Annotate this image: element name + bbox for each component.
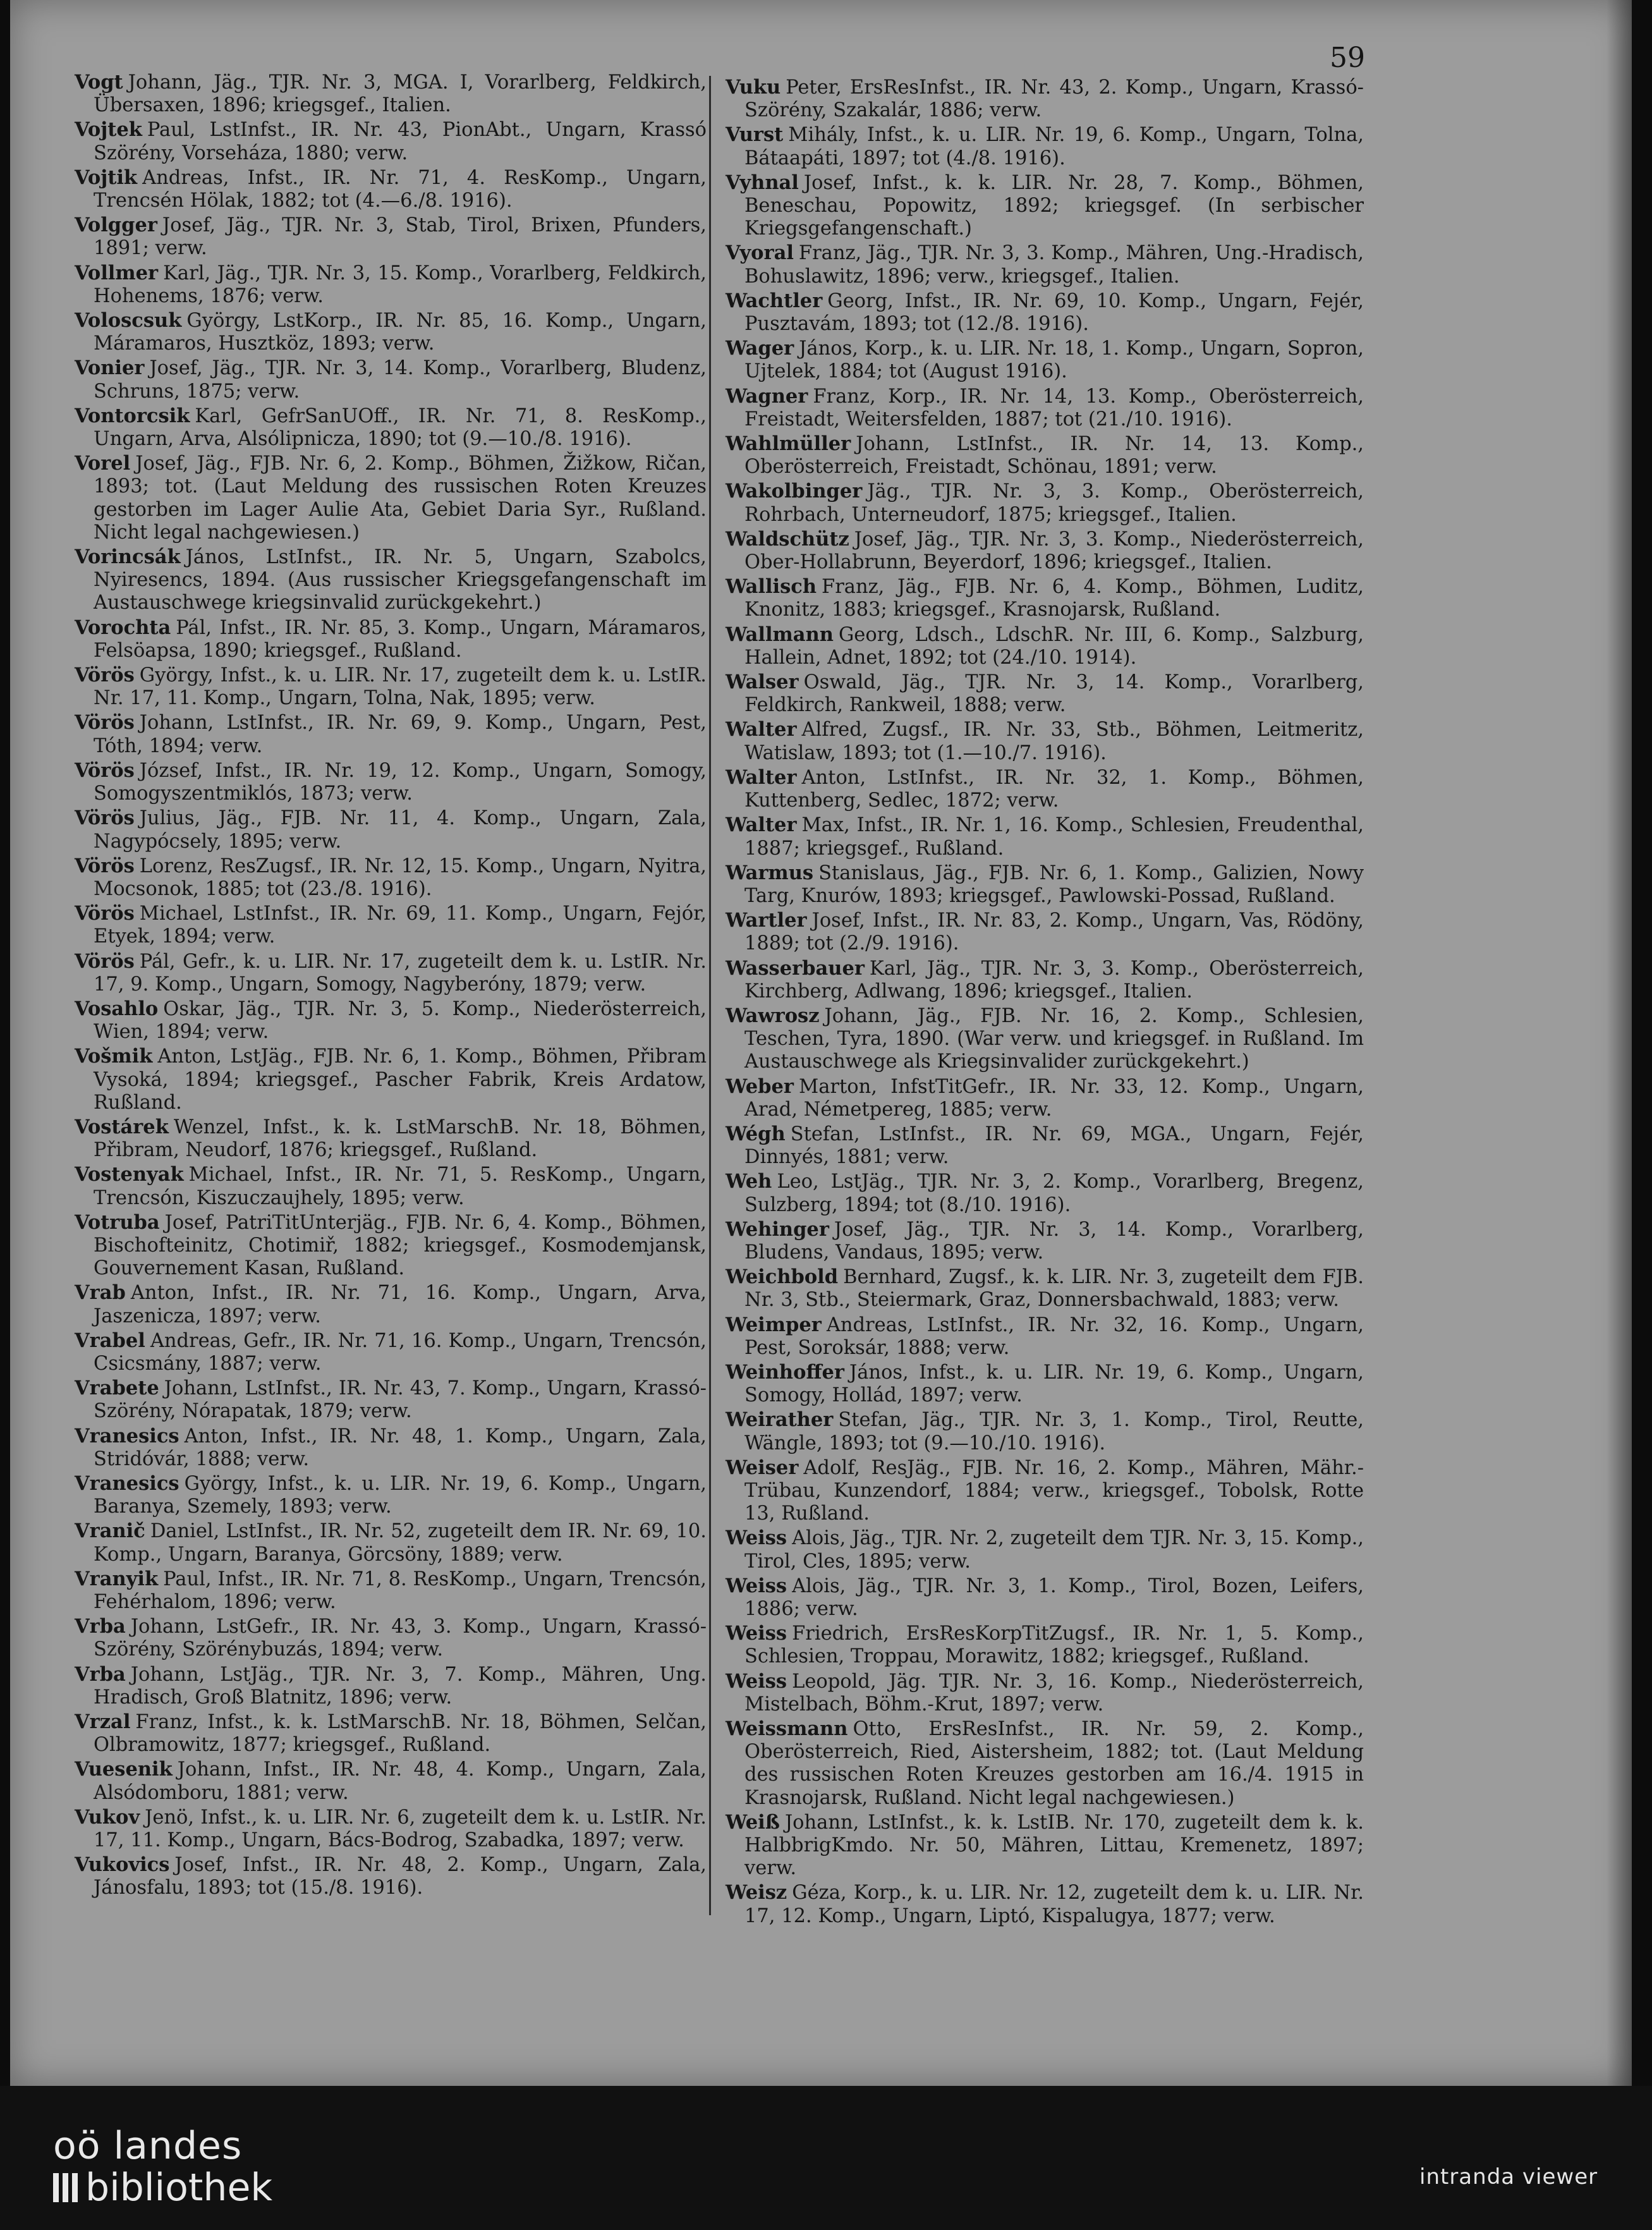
- register-entry: [75, 711, 707, 757]
- entry-surname: Vošmik: [75, 1045, 153, 1068]
- register-entry: [726, 1526, 1364, 1573]
- entry-details: Karl, GefrSanUOff., IR. Nr. 71, 8. ResKomp., Ungarn, Arva, Alsólipnicza, 1890; tot (9.—10./8. 1916).: [94, 405, 707, 451]
- entry-surname: Vukovics: [75, 1853, 170, 1877]
- register-entry: [726, 1575, 1364, 1621]
- register-entry: [75, 1568, 707, 1614]
- entry-details: Anton, Infst., IR. Nr. 48, 1. Komp., Ungarn, Zala, Stridóvár, 1888; verw.: [94, 1425, 707, 1470]
- register-entry: [75, 1758, 707, 1804]
- register-entry: [726, 1004, 1364, 1074]
- entry-surname: Vrzal: [75, 1710, 131, 1734]
- register-entry: [726, 1881, 1364, 1927]
- register-entry: [75, 1211, 707, 1281]
- entry-details: Andreas, LstInfst., IR. Nr. 32, 16. Komp., Ungarn, Pest, Soroksár, 1888; verw.: [744, 1313, 1364, 1359]
- entry-surname: Vranesics: [75, 1424, 179, 1447]
- entry-surname: Weber: [726, 1075, 794, 1098]
- register-entry: [726, 718, 1364, 764]
- entry-surname: Weiss: [726, 1574, 787, 1597]
- entry-details: Otto, ErsResInfst., IR. Nr. 59, 2. Komp., Oberösterreich, Ried, Aistersheim, 1882; tot. (Laut Meldung des russischen Roten Kreuzes gestorben am 16./4. 1915 in Krasnojarsk, Rußland. Nicht legal nachgewiesen.): [744, 1718, 1364, 1809]
- register-entry: [75, 1615, 707, 1661]
- entry-details: János, Korp., k. u. LIR. Nr. 18, 1. Komp., Ungarn, Sopron, Ujtelek, 1884; tot (August 1916).: [744, 338, 1364, 383]
- entry-surname: Weirather: [726, 1408, 834, 1432]
- register-entry: [75, 1329, 707, 1375]
- entry-details: Mihály, Infst., k. u. LIR. Nr. 19, 6. Komp., Ungarn, Tolna, Bátaapáti, 1897; tot (4./8. 1916).: [744, 124, 1364, 169]
- register-entry: [75, 356, 707, 403]
- entry-details: Wenzel, Infst., k. k. LstMarschB. Nr. 18, Böhmen, Přibram, Neudorf, 1876; kriegsgef., Rußland.: [94, 1116, 707, 1162]
- entry-details: Andreas, Gefr., IR. Nr. 71, 16. Komp., Ungarn, Trencsón, Csicsmány, 1887; verw.: [94, 1329, 707, 1375]
- register-entry: [75, 545, 707, 615]
- entry-surname: Wakolbinger: [726, 480, 863, 503]
- entry-surname: Weiß: [726, 1810, 780, 1834]
- register-entry: [75, 1163, 707, 1209]
- entry-details: Jäg., TJR. Nr. 3, 3. Komp., Oberösterreich, Rohrbach, Unterneudorf, 1875; kriegsgef., Italien.: [744, 480, 1364, 526]
- entry-surname: Vostenyak: [75, 1163, 184, 1186]
- entry-surname: Vosahlo: [75, 997, 159, 1020]
- entry-details: Josef, Infst., IR. Nr. 48, 2. Komp., Ungarn, Zala, Jánosfalu, 1893; tot (15./8. 1916).: [94, 1854, 707, 1899]
- entry-surname: Weimper: [726, 1313, 822, 1336]
- register-entry: [75, 1710, 707, 1757]
- entry-surname: Vörös: [75, 664, 135, 687]
- register-entry: [75, 1425, 707, 1471]
- register-entry: [726, 528, 1364, 574]
- register-entry: [726, 1361, 1364, 1407]
- register-entry: [726, 1408, 1364, 1454]
- register-entry: [726, 289, 1364, 336]
- entry-surname: Vörös: [75, 807, 135, 830]
- entry-details: Bernhard, Zugsf., k. k. LIR. Nr. 3, zugeteilt dem FJB. Nr. 3, Stb., Steiermark, Graz, Donnersbachwald, 1883; verw.: [744, 1266, 1364, 1312]
- entry-details: Stefan, Jäg., TJR. Nr. 3, 1. Komp., Tirol, Reutte, Wängle, 1893; tot (9.—10./10. 1916).: [744, 1409, 1364, 1454]
- entry-surname: Vörös: [75, 902, 135, 925]
- entry-surname: Vörös: [75, 854, 135, 877]
- entry-surname: Walser: [726, 671, 799, 694]
- three-bars-icon: [53, 2173, 78, 2202]
- entry-surname: Vorincsák: [75, 545, 181, 569]
- entry-details: Pál, Gefr., k. u. LIR. Nr. 17, zugeteilt dem k. u. LstIR. Nr. 17, 9. Komp., Ungarn, Somogy, Nagyberóny, 1879; verw.: [94, 950, 707, 996]
- entry-surname: Vranič: [75, 1520, 145, 1543]
- entry-surname: Vrab: [75, 1281, 126, 1305]
- register-entry: [726, 1670, 1364, 1716]
- entry-details: Michael, Infst., IR. Nr. 71, 5. ResKomp., Ungarn, Trencsón, Kiszuczaujhely, 1895; verw.: [94, 1164, 707, 1209]
- entry-surname: Vörös: [75, 711, 135, 734]
- entry-details: Johann, Jäg., FJB. Nr. 16, 2. Komp., Schlesien, Teschen, Tyra, 1890. (War verw. und kriegsgef. in Rußland. Im Austauschwege als Kriegsinvalider zurückgekehrt.): [744, 1004, 1364, 1073]
- entry-details: Géza, Korp., k. u. LIR. Nr. 12, zugeteilt dem k. u. LIR. Nr. 17, 12. Komp., Ungarn, Liptó, Kispalugya, 1877; verw.: [744, 1882, 1364, 1927]
- entry-surname: Vranyik: [75, 1567, 159, 1590]
- entry-surname: Volgger: [75, 214, 157, 237]
- entry-surname: Weinhoffer: [726, 1360, 844, 1384]
- register-entry: [75, 452, 707, 544]
- entry-surname: Vörös: [75, 759, 135, 782]
- entry-surname: Wégh: [726, 1122, 786, 1145]
- register-entry: [726, 1456, 1364, 1526]
- register-entry: [75, 997, 707, 1044]
- register-entry: [726, 575, 1364, 621]
- entry-surname: Vostárek: [75, 1115, 169, 1138]
- viewer-label: intranda viewer: [1419, 2164, 1598, 2190]
- register-entry: [75, 166, 707, 212]
- entry-details: Alois, Jäg., TJR. Nr. 2, zugeteilt dem TJR. Nr. 3, 15. Komp., Tirol, Cles, 1895; verw.: [744, 1527, 1364, 1573]
- register-entry: [726, 909, 1364, 955]
- entry-details: Franz, Korp., IR. Nr. 14, 13. Komp., Oberösterreich, Freistadt, Weitersfelden, 1887; tot (21./10. 1916).: [744, 385, 1364, 430]
- register-entry: [75, 1806, 707, 1852]
- entry-surname: Vuesenik: [75, 1758, 173, 1781]
- entry-surname: Vollmer: [75, 261, 159, 284]
- register-entry: [75, 71, 707, 117]
- entry-details: Lorenz, ResZugsf., IR. Nr. 12, 15. Komp., Ungarn, Nyitra, Mocsonok, 1885; tot (23./8. 1916).: [94, 855, 707, 900]
- entry-surname: Wawrosz: [726, 1004, 820, 1027]
- entry-surname: Vrba: [75, 1615, 126, 1638]
- register-entry: [726, 123, 1364, 169]
- entry-details: Franz, Jäg., TJR. Nr. 3, 3. Komp., Mähren, Ung.-Hradisch, Bohuslawitz, 1896; verw., kriegsgef., Italien.: [744, 242, 1364, 288]
- entry-details: György, Infst., k. u. LIR. Nr. 19, 6. Komp., Ungarn, Baranya, Szemely, 1893; verw.: [94, 1472, 707, 1518]
- entry-details: Georg, Ldsch., LdschR. Nr. III, 6. Komp., Salzburg, Hallein, Adnet, 1892; tot (24./10. 1914).: [744, 623, 1364, 669]
- entry-details: József, Infst., IR. Nr. 19, 12. Komp., Ungarn, Somogy, Somogyszentmiklós, 1873; verw.: [94, 759, 707, 805]
- entry-surname: Vonier: [75, 356, 145, 380]
- entry-surname: Wasserbauer: [726, 956, 865, 980]
- entry-surname: Weh: [726, 1170, 772, 1193]
- register-entry: [726, 671, 1364, 717]
- register-entry: [75, 214, 707, 260]
- entry-details: Johann, LstInfst., IR. Nr. 14, 13. Komp., Oberösterreich, Freistadt, Schönau, 1891; verw.: [744, 433, 1364, 478]
- entry-surname: Weissmann: [726, 1717, 848, 1741]
- entry-surname: Weiser: [726, 1456, 799, 1479]
- entry-surname: Walter: [726, 813, 797, 837]
- entry-details: Oskar, Jäg., TJR. Nr. 3, 5. Komp., Niederösterreich, Wien, 1894; verw.: [94, 997, 707, 1044]
- register-entry: [726, 1075, 1364, 1121]
- register-entry: [75, 1377, 707, 1423]
- entry-details: Johann, LstGefr., IR. Nr. 43, 3. Komp., Ungarn, Krassó-Szörény, Szörénybuzás, 1894; verw.: [94, 1616, 707, 1661]
- entry-details: János, LstInfst., IR. Nr. 5, Ungarn, Szabolcs, Nyiresencs, 1894. (Aus russischer Kriegsgefangenschaft im Austauschwege kriegsinvalid zurückgekehrt.): [94, 546, 707, 614]
- register-entry: [726, 1265, 1364, 1312]
- entry-surname: Vurst: [726, 123, 784, 147]
- entry-surname: Vontorcsik: [75, 404, 190, 427]
- entry-details: Josef, Jäg., TJR. Nr. 3, 14. Komp., Vorarlberg, Bludenz, Schruns, 1875; verw.: [94, 357, 707, 403]
- entry-details: Johann, LstJäg., TJR. Nr. 3, 7. Komp., Mähren, Ung. Hradisch, Groß Blatnitz, 1896; verw.: [94, 1663, 707, 1709]
- register-entry: [726, 171, 1364, 241]
- logo-line-1: oö landes: [53, 2124, 243, 2168]
- register-entry: [75, 118, 707, 164]
- entry-surname: Vuku: [726, 76, 781, 99]
- entry-details: Anton, LstJäg., FJB. Nr. 6, 1. Komp., Böhmen, Přibram Vysoká, 1894; kriegsgef., Pascher Fabrik, Kreis Ardatow, Rußland.: [94, 1045, 707, 1114]
- entry-details: Karl, Jäg., TJR. Nr. 3, 15. Komp., Vorarlberg, Feldkirch, Hohenems, 1876; verw.: [94, 262, 707, 307]
- entry-details: Alfred, Zugsf., IR. Nr. 33, Stb., Böhmen, Leitmeritz, Watislaw, 1893; tot (1.—10./7. 1916).: [744, 719, 1364, 764]
- entry-details: Josef, Jäg., FJB. Nr. 6, 2. Komp., Böhmen, Žižkow, Ričan, 1893; tot. (Laut Meldung des russischen Roten Kreuzes gestorben im Lager Aulie Ata, Gebiet Daria Syr., Rußland. Nicht legal nachgewiesen.): [94, 453, 707, 544]
- register-entry: [726, 1218, 1364, 1264]
- register-entry: [726, 1123, 1364, 1169]
- entry-surname: Vörös: [75, 949, 135, 973]
- register-entry: [75, 1663, 707, 1709]
- entry-details: Jenö, Infst., k. u. LIR. Nr. 6, zugeteilt dem k. u. LstIR. Nr. 17, 11. Komp., Ungarn, Bács-Bodrog, Szabadka, 1897; verw.: [94, 1806, 707, 1852]
- entry-details: Oswald, Jäg., TJR. Nr. 3, 14. Komp., Vorarlberg, Feldkirch, Rankweil, 1888; verw.: [744, 671, 1364, 717]
- entry-surname: Votruba: [75, 1210, 160, 1234]
- entry-details: Alois, Jäg., TJR. Nr. 3, 1. Komp., Tirol, Bozen, Leifers, 1886; verw.: [744, 1575, 1364, 1620]
- entry-details: Josef, Infst., IR. Nr. 83, 2. Komp., Ungarn, Vas, Rödöny, 1889; tot (2./9. 1916).: [744, 910, 1364, 955]
- register-entry: [75, 309, 707, 355]
- entry-details: Marton, InfstTitGefr., IR. Nr. 33, 12. Komp., Ungarn, Arad, Németpereg, 1885; verw.: [744, 1075, 1364, 1121]
- entry-details: Franz, Infst., k. k. LstMarschB. Nr. 18, Böhmen, Selčan, Olbramowitz, 1877; kriegsgef., Rußland.: [94, 1711, 707, 1757]
- entry-surname: Wallisch: [726, 575, 817, 599]
- entry-details: Daniel, LstInfst., IR. Nr. 52, zugeteilt dem IR. Nr. 69, 10. Komp., Ungarn, Baranya, Görcsöny, 1889; verw.: [94, 1520, 707, 1566]
- register-entry: [726, 1622, 1364, 1668]
- entry-details: Leo, LstJäg., TJR. Nr. 3, 2. Komp., Vorarlberg, Bregenz, Sulzberg, 1894; tot (8./10. 1916).: [744, 1171, 1364, 1216]
- entry-surname: Weiss: [726, 1526, 787, 1550]
- register-entry: [75, 807, 707, 853]
- register-entry: [75, 616, 707, 662]
- entry-details: Paul, Infst., IR. Nr. 71, 8. ResKomp., Ungarn, Trencsón, Fehérhalom, 1896; verw.: [94, 1568, 707, 1613]
- entry-surname: Vrabel: [75, 1329, 145, 1352]
- entry-details: Johann, LstInfst., k. k. LstIB. Nr. 170, zugeteilt dem k. k. HalbbrigKmdo. Nr. 50, Mähren, Littau, Kremenetz, 1897; verw.: [744, 1811, 1364, 1880]
- entry-surname: Vorochta: [75, 616, 171, 639]
- entry-surname: Weisz: [726, 1881, 787, 1904]
- entry-surname: Wahlmüller: [726, 432, 851, 456]
- entry-surname: Wagner: [726, 384, 808, 408]
- entry-details: Paul, LstInfst., IR. Nr. 43, PionAbt., Ungarn, Krassó Szörény, Vorseháza, 1880; verw.: [94, 119, 707, 164]
- register-entry: [726, 1170, 1364, 1216]
- entry-details: Leopold, Jäg. TJR. Nr. 3, 16. Komp., Niederösterreich, Mistelbach, Böhm.-Krut, 1897; verw.: [744, 1670, 1364, 1715]
- column-divider: [709, 76, 711, 1915]
- register-entry: [726, 241, 1364, 288]
- entry-details: Stefan, LstInfst., IR. Nr. 69, MGA., Ungarn, Fejér, Dinnyés, 1881; verw.: [744, 1123, 1364, 1169]
- entry-surname: Wallmann: [726, 623, 834, 646]
- register-entry: [726, 623, 1364, 669]
- entry-details: János, Infst., k. u. LIR. Nr. 19, 6. Komp., Ungarn, Somogy, Hollád, 1897; verw.: [744, 1361, 1364, 1407]
- entry-surname: Weiss: [726, 1622, 787, 1645]
- register-entry: [726, 862, 1364, 908]
- register-entry: [75, 664, 707, 710]
- logo-line-2-row: [53, 2167, 272, 2209]
- entry-details: Anton, Infst., IR. Nr. 71, 16. Komp., Ungarn, Arva, Jaszenicza, 1897; verw.: [94, 1282, 707, 1327]
- register-entry: [75, 405, 707, 451]
- register-entry: [75, 759, 707, 805]
- entry-details: Johann, Jäg., TJR. Nr. 3, MGA. I, Vorarlberg, Feldkirch, Übersaxen, 1896; kriegsgef., Italien.: [94, 71, 707, 117]
- entry-surname: Weichbold: [726, 1265, 839, 1289]
- entry-surname: Wehinger: [726, 1217, 829, 1241]
- entry-surname: Vyoral: [726, 241, 794, 265]
- register-entry: [75, 902, 707, 948]
- entry-details: Josef, Jäg., TJR. Nr. 3, 3. Komp., Niederösterreich, Ober-Hollabrunn, Beyerdorf, 1896; kriegsgef., Italien.: [744, 528, 1364, 574]
- entry-details: Anton, LstInfst., IR. Nr. 32, 1. Komp., Böhmen, Kuttenberg, Sedlec, 1872; verw.: [744, 766, 1364, 812]
- entry-details: Franz, Jäg., FJB. Nr. 6, 4. Komp., Böhmen, Luditz, Knonitz, 1883; kriegsgef., Krasnojarsk, Rußland.: [744, 576, 1364, 621]
- register-entry: [75, 1472, 707, 1518]
- entry-details: Johann, LstInfst., IR. Nr. 43, 7. Komp., Ungarn, Krassó-Szörény, Nórapatak, 1879; verw.: [94, 1377, 707, 1423]
- register-entry: [75, 1045, 707, 1114]
- entry-surname: Vrabete: [75, 1377, 159, 1400]
- entry-details: György, Infst., k. u. LIR. Nr. 17, zugeteilt dem k. u. LstIR. Nr. 17, 11. Komp., Ungarn, Tolna, Nak, 1895; verw.: [94, 664, 707, 710]
- register-entry: [726, 337, 1364, 383]
- entry-surname: Vukov: [75, 1805, 140, 1829]
- register-entry: [75, 855, 707, 901]
- right-column: [726, 76, 1364, 1929]
- register-entry: [726, 1313, 1364, 1360]
- entry-details: Pál, Infst., IR. Nr. 85, 3. Komp., Ungarn, Máramaros, Felsöapsa, 1890; kriegsgef., Rußland.: [94, 616, 707, 662]
- entry-details: Adolf, ResJäg., FJB. Nr. 16, 2. Komp., Mähren, Mähr.-Trübau, Kunzendorf, 1884; verw., kriegsgef., Tobolsk, Rotte 13, Rußland.: [744, 1456, 1364, 1525]
- entry-details: Stanislaus, Jäg., FJB. Nr. 6, 1. Komp., Galizien, Nowy Targ, Knurów, 1893; kriegsgef., Pawlowski-Possad, Rußland.: [744, 862, 1364, 907]
- register-entry: [75, 1520, 707, 1566]
- register-entry: [75, 1853, 707, 1899]
- register-entry: [75, 1116, 707, 1162]
- entry-details: Johann, LstInfst., IR. Nr. 69, 9. Komp., Ungarn, Pest, Tóth, 1894; verw.: [94, 712, 707, 757]
- register-entry: [75, 262, 707, 308]
- entry-surname: Wachtler: [726, 289, 823, 312]
- register-entry: [75, 950, 707, 996]
- entry-details: Karl, Jäg., TJR. Nr. 3, 3. Komp., Oberösterreich, Kirchberg, Adlwang, 1896; kriegsgef., Italien.: [744, 957, 1364, 1002]
- entry-surname: Voloscsuk: [75, 309, 182, 332]
- entry-details: Peter, ErsResInfst., IR. Nr. 43, 2. Komp., Ungarn, Krassó-Szörény, Szakalár, 1886; verw.: [744, 76, 1364, 122]
- entry-surname: Waldschütz: [726, 527, 849, 551]
- entry-surname: Vyhnal: [726, 171, 799, 194]
- entry-surname: Warmus: [726, 861, 814, 884]
- entry-surname: Vorel: [75, 452, 131, 475]
- entry-details: Julius, Jäg., FJB. Nr. 11, 4. Komp., Ungarn, Zala, Nagypócsely, 1895; verw.: [94, 807, 707, 853]
- entry-surname: Walter: [726, 718, 797, 741]
- register-entry: [726, 813, 1364, 860]
- register-entry: [75, 1281, 707, 1327]
- entry-details: Johann, Infst., IR. Nr. 48, 4. Komp., Ungarn, Zala, Alsódomboru, 1881; verw.: [94, 1758, 707, 1804]
- entry-details: Max, Infst., IR. Nr. 1, 16. Komp., Schlesien, Freudenthal, 1887; kriegsgef., Rußland.: [744, 814, 1364, 860]
- entry-details: György, LstKorp., IR. Nr. 85, 16. Komp., Ungarn, Máramaros, Husztköz, 1893; verw.: [94, 310, 707, 355]
- entry-details: Andreas, Infst., IR. Nr. 71, 4. ResKomp., Ungarn, Trencsén Hölak, 1882; tot (4.—6./8. 1916).: [94, 166, 707, 212]
- entry-surname: Wager: [726, 337, 794, 360]
- register-entry: [726, 1717, 1364, 1810]
- register-entry: [726, 385, 1364, 431]
- register-entry: [726, 1811, 1364, 1880]
- logo-line-2: bibliothek: [85, 2166, 273, 2210]
- register-entry: [726, 766, 1364, 812]
- entry-surname: Wartler: [726, 909, 807, 932]
- register-entry: [726, 76, 1364, 122]
- left-column: [75, 71, 707, 1901]
- register-entry: [726, 480, 1364, 526]
- entry-details: Josef, PatriTitUnterjäg., FJB. Nr. 6, 4. Komp., Böhmen, Bischofteinitz, Chotimiř, 1882; kriegsgef., Kosmodemjansk, Gouvernement Kasan, Rußland.: [94, 1211, 707, 1280]
- entry-details: Michael, LstInfst., IR. Nr. 69, 11. Komp., Ungarn, Fejór, Etyek, 1894; verw.: [94, 903, 707, 948]
- entry-surname: Weiss: [726, 1669, 787, 1693]
- entry-surname: Vojtek: [75, 118, 142, 142]
- register-entry: [726, 432, 1364, 478]
- entry-surname: Vogt: [75, 71, 123, 94]
- entry-surname: Walter: [726, 765, 797, 789]
- entry-details: Friedrich, ErsResKorpTitZugsf., IR. Nr. 1, 5. Komp., Schlesien, Troppau, Morawitz, 1882; kriegsgef., Rußland.: [744, 1623, 1364, 1668]
- entry-details: Georg, Infst., IR. Nr. 69, 10. Komp., Ungarn, Fejér, Pusztavám, 1893; tot (12./8. 1916).: [744, 289, 1364, 336]
- entry-surname: Vranesics: [75, 1471, 179, 1495]
- entry-details: Josef, Infst., k. k. LIR. Nr. 28, 7. Komp., Böhmen, Beneschau, Popowitz, 1892; kriegsgef. (In serbischer Kriegsgefangenschaft.): [744, 171, 1364, 240]
- entry-details: Josef, Jäg., TJR. Nr. 3, 14. Komp., Vorarlberg, Bludens, Vandaus, 1895; verw.: [744, 1218, 1364, 1264]
- library-logo[interactable]: [53, 2125, 272, 2209]
- entry-details: Josef, Jäg., TJR. Nr. 3, Stab, Tirol, Brixen, Pfunders, 1891; verw.: [94, 214, 707, 260]
- page-number: 59: [1330, 42, 1365, 74]
- entry-surname: Vrba: [75, 1662, 126, 1686]
- entry-surname: Vojtik: [75, 166, 138, 189]
- register-entry: [726, 957, 1364, 1003]
